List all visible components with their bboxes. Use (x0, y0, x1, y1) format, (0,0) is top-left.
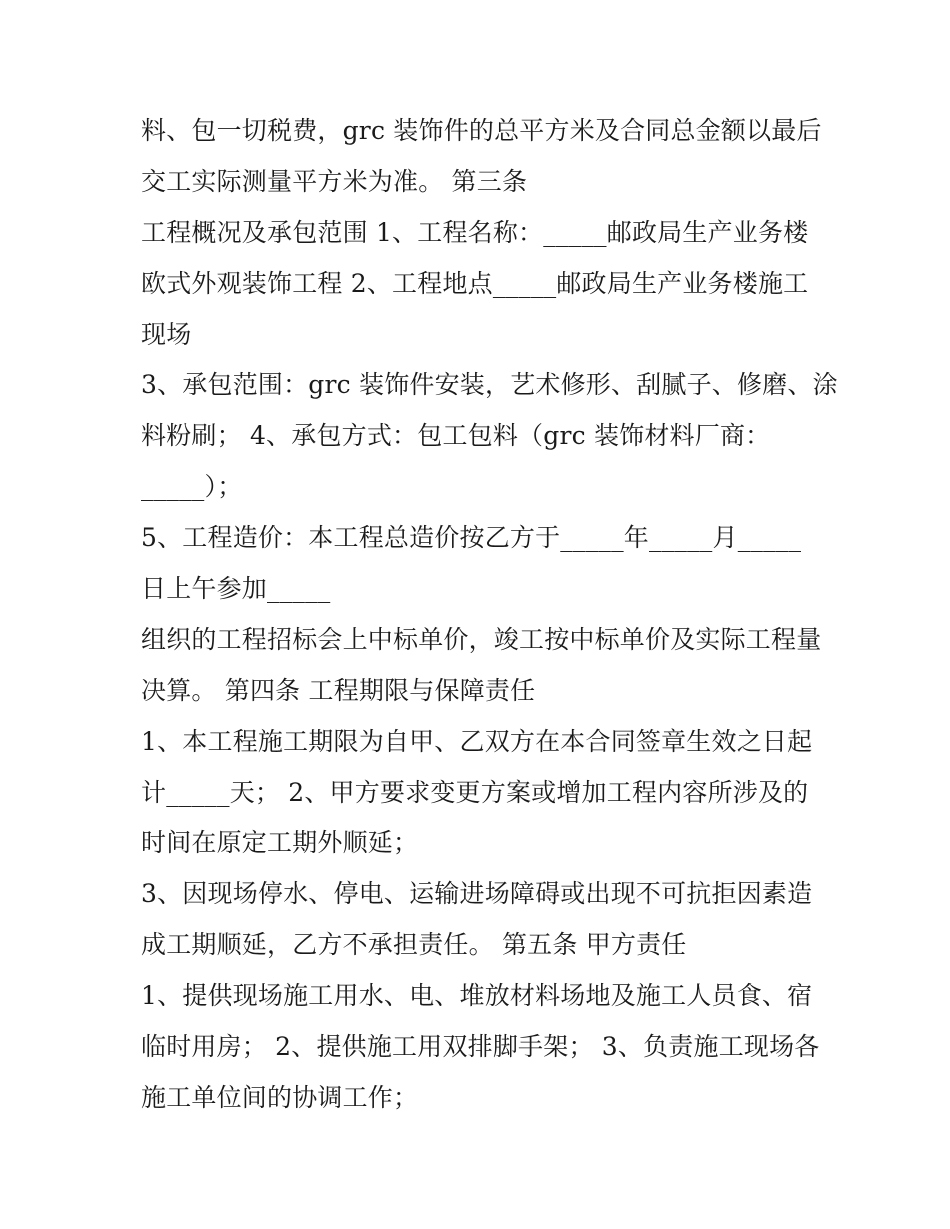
text-line: 欧式外观装饰工程 2、工程地点_____邮政局生产业务楼施工 (141, 268, 809, 298)
text-line: 交工实际测量平方米为准。 第三条 (141, 166, 528, 196)
text-line: 时间在原定工期外顺延； (141, 828, 419, 858)
text-line: 3、承包范围：grc 装饰件安装，艺术修形、刮腻子、修磨、涂 (141, 370, 838, 400)
text-line: 1、本工程施工期限为自甲、乙双方在本合同签章生效之日起 (141, 726, 813, 756)
text-line: 组织的工程招标会上中标单价，竣工按中标单价及实际工程量 (141, 624, 822, 654)
text-line: 3、因现场停水、停电、运输进场障碍或出现不可抗拒因素造 (141, 879, 813, 909)
text-line: 临时用房； 2、提供施工用双排脚手架； 3、负责施工现场各 (141, 1032, 820, 1062)
text-line: 现场 (141, 319, 192, 349)
text-line: 计_____天； 2、甲方要求变更方案或增加工程内容所涉及的 (141, 777, 809, 807)
document-body (141, 106, 838, 1124)
text-line: 日上午参加_____ (141, 574, 331, 604)
text-line: 决算。 第四条 工程期限与保障责任 (141, 675, 536, 705)
text-line: 施工单位间的协调工作； (141, 1082, 419, 1112)
text-line: 1、提供现场施工用水、电、堆放材料场地及施工人员食、宿 (141, 981, 813, 1011)
text-line: 料、包一切税费，grc 装饰件的总平方米及合同总金额以最后 (141, 116, 822, 145)
text-line: 成工期顺延，乙方不承担责任。 第五条 甲方责任 (141, 930, 687, 960)
text-line: 5、工程造价：本工程总造价按乙方于_____年_____月_____ (141, 523, 802, 553)
text-line: 工程概况及承包范围 1、工程名称：_____邮政局生产业务楼 (141, 217, 809, 247)
text-line: 料粉刷； 4、承包方式：包工包料（grc 装饰材料厂商： (141, 421, 771, 451)
text-line: _____）； (141, 472, 243, 502)
